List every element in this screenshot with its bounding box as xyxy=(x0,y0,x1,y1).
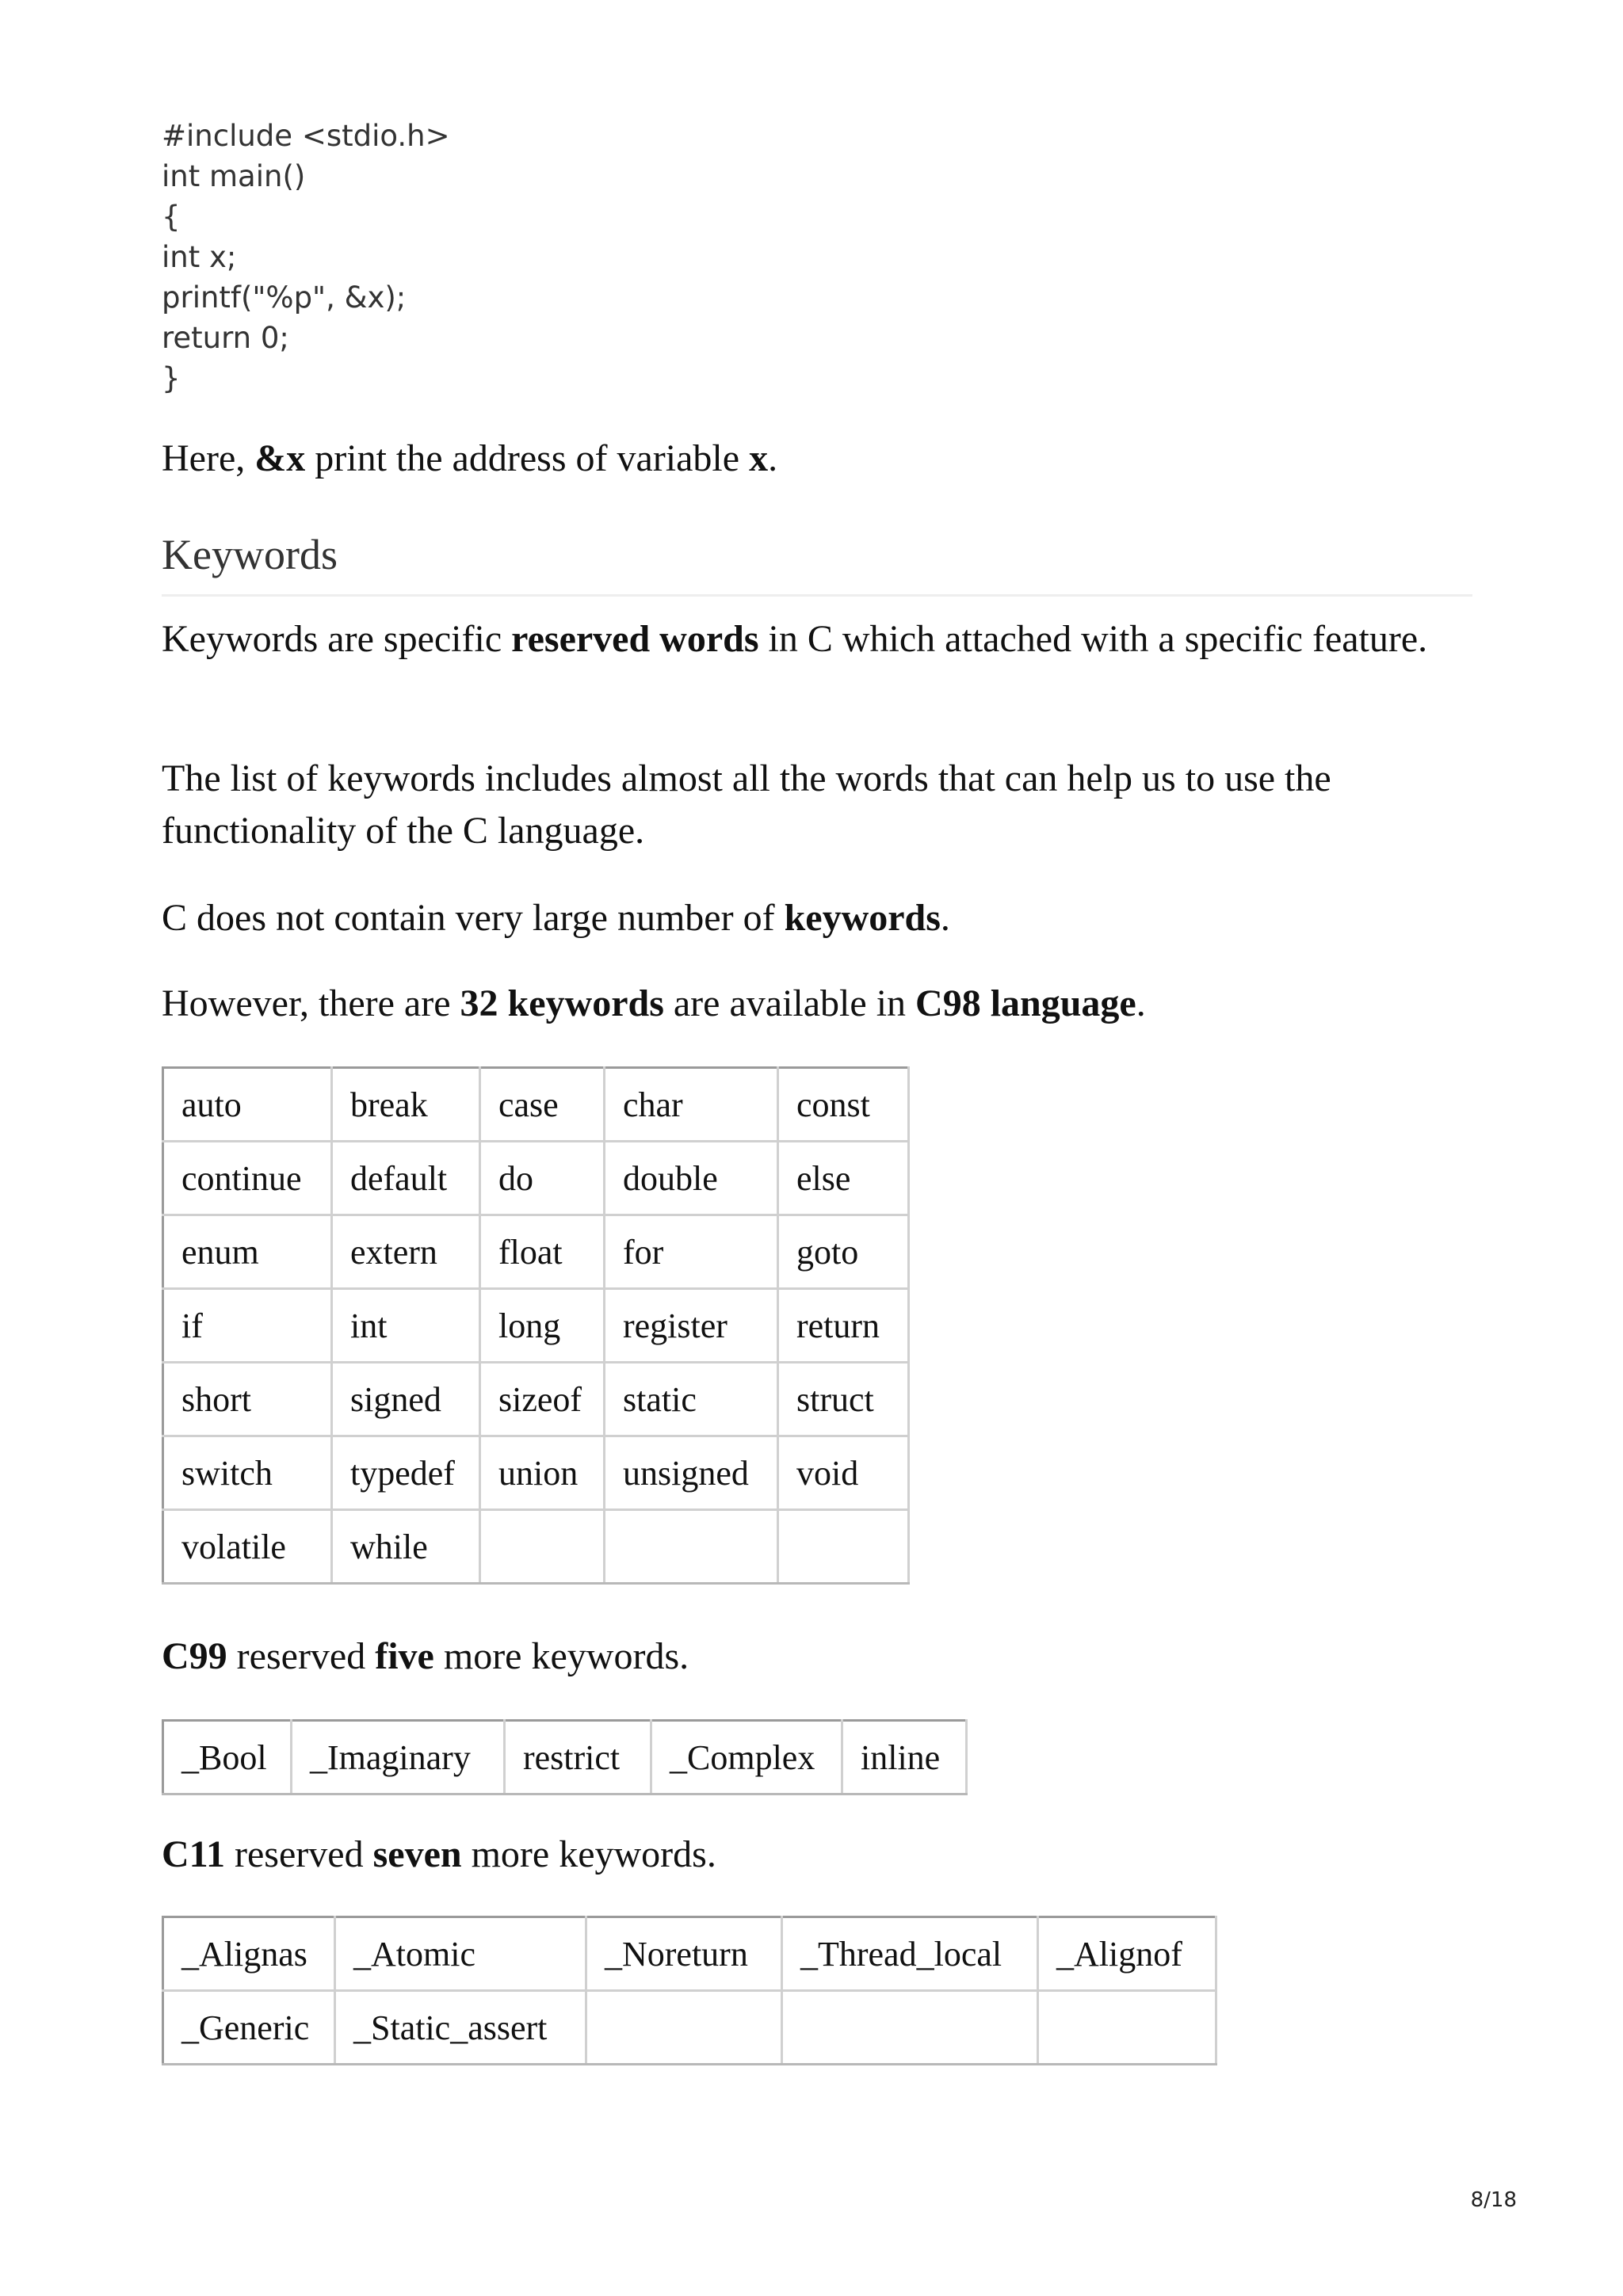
table-cell: _Atomic xyxy=(335,1917,586,1991)
table-cell: char xyxy=(605,1068,778,1142)
table-cell: default xyxy=(332,1142,480,1215)
code-line: int main() xyxy=(162,159,306,193)
c11-note xyxy=(162,1829,1477,1881)
c98-keywords-table xyxy=(162,1066,910,1585)
paragraph-c98 xyxy=(162,978,1477,1030)
table-row xyxy=(163,1289,909,1363)
paragraph-prefix: Keywords are specific xyxy=(162,618,512,660)
table-cell: continue xyxy=(163,1142,332,1215)
table-cell: unsigned xyxy=(605,1436,778,1510)
paragraph-suffix: . xyxy=(1136,982,1146,1024)
table-cell: while xyxy=(332,1510,480,1584)
table-cell: static xyxy=(605,1363,778,1436)
paragraph-bold-count: 32 keywords xyxy=(460,982,664,1024)
table-cell: case xyxy=(480,1068,605,1142)
table-cell: for xyxy=(605,1215,778,1289)
paragraph-bold: keywords xyxy=(784,897,941,939)
address-note-variable: x xyxy=(749,437,769,479)
table-cell xyxy=(605,1510,778,1584)
table-cell: _Complex xyxy=(651,1721,842,1794)
table-cell: extern xyxy=(332,1215,480,1289)
table-cell: double xyxy=(605,1142,778,1215)
table-cell: short xyxy=(163,1363,332,1436)
address-note xyxy=(162,433,1477,485)
table-cell: _Alignas xyxy=(163,1917,335,1991)
table-cell: struct xyxy=(778,1363,909,1436)
table-cell: switch xyxy=(163,1436,332,1510)
code-line: printf("%p", &x); xyxy=(162,280,407,315)
table-cell: signed xyxy=(332,1363,480,1436)
table-cell: sizeof xyxy=(480,1363,605,1436)
table-cell: if xyxy=(163,1289,332,1363)
address-note-suffix: . xyxy=(768,437,778,479)
table-cell: typedef xyxy=(332,1436,480,1510)
table-cell: enum xyxy=(163,1215,332,1289)
c11-keywords-table xyxy=(162,1916,1217,2065)
table-cell: else xyxy=(778,1142,909,1215)
c99-note-middle: reserved xyxy=(227,1635,376,1677)
page-number: 8/18 xyxy=(1470,2188,1517,2212)
table-cell: inline xyxy=(842,1721,967,1794)
code-line: int x; xyxy=(162,240,237,274)
table-cell xyxy=(480,1510,605,1584)
table-cell: return xyxy=(778,1289,909,1363)
c11-count: seven xyxy=(372,1833,462,1875)
paragraph-keyword-list: The list of keywords includes almost all the words that can help us to use the functionality of the C language. xyxy=(162,757,1331,852)
table-row xyxy=(163,1363,909,1436)
address-note-prefix: Here, xyxy=(162,437,255,479)
table-row xyxy=(163,1215,909,1289)
c99-keywords-table xyxy=(162,1719,968,1795)
paragraph-suffix: in C which attached with a specific feature. xyxy=(758,618,1428,660)
table-row xyxy=(163,1991,1216,2065)
table-cell: _Alignof xyxy=(1038,1917,1216,1991)
address-note-middle: print the address of variable xyxy=(305,437,750,479)
table-cell xyxy=(778,1510,909,1584)
table-cell: void xyxy=(778,1436,909,1510)
table-cell: _Imaginary xyxy=(292,1721,505,1794)
table-cell: register xyxy=(605,1289,778,1363)
table-row xyxy=(163,1436,909,1510)
table-cell xyxy=(586,1991,782,2065)
c99-count: five xyxy=(375,1635,434,1677)
table-cell: _Generic xyxy=(163,1991,335,2065)
paragraph-prefix: C does not contain very large number of xyxy=(162,897,785,939)
table-row xyxy=(163,1721,967,1794)
c11-label: C11 xyxy=(162,1833,226,1875)
table-cell: _Bool xyxy=(163,1721,292,1794)
table-row xyxy=(163,1917,1216,1991)
table-row xyxy=(163,1142,909,1215)
table-cell: float xyxy=(480,1215,605,1289)
paragraph-bold-language: C98 language xyxy=(915,982,1136,1024)
table-cell: auto xyxy=(163,1068,332,1142)
code-line: #include <stdio.h> xyxy=(162,119,450,153)
code-line: return 0; xyxy=(162,321,289,355)
paragraph-suffix: . xyxy=(940,897,950,939)
c99-label: C99 xyxy=(162,1635,227,1677)
code-line: } xyxy=(162,361,181,395)
paragraph-bold: reserved words xyxy=(511,618,759,660)
address-note-operator: &x xyxy=(254,437,306,479)
c11-note-middle: reserved xyxy=(225,1833,373,1875)
table-cell: break xyxy=(332,1068,480,1142)
paragraph-keyword-count xyxy=(162,892,1477,944)
table-cell: _Thread_local xyxy=(782,1917,1038,1991)
paragraph-middle: are available in xyxy=(663,982,916,1024)
code-line: { xyxy=(162,200,181,234)
table-row xyxy=(163,1068,909,1142)
table-cell: restrict xyxy=(505,1721,651,1794)
table-cell xyxy=(1038,1991,1216,2065)
c11-note-suffix: more keywords. xyxy=(461,1833,716,1875)
table-cell: const xyxy=(778,1068,909,1142)
table-cell: union xyxy=(480,1436,605,1510)
table-cell: int xyxy=(332,1289,480,1363)
table-row xyxy=(163,1510,909,1584)
table-cell xyxy=(782,1991,1038,2065)
table-cell: long xyxy=(480,1289,605,1363)
table-cell: _Static_assert xyxy=(335,1991,586,2065)
table-cell: do xyxy=(480,1142,605,1215)
table-cell: volatile xyxy=(163,1510,332,1584)
c99-note xyxy=(162,1630,1477,1683)
code-block xyxy=(162,116,1271,399)
paragraph-reserved-words xyxy=(162,613,1477,666)
table-cell: _Noreturn xyxy=(586,1917,782,1991)
paragraph-prefix: However, there are xyxy=(162,982,460,1024)
table-cell: goto xyxy=(778,1215,909,1289)
c99-note-suffix: more keywords. xyxy=(433,1635,689,1677)
section-heading: Keywords xyxy=(162,526,1472,597)
